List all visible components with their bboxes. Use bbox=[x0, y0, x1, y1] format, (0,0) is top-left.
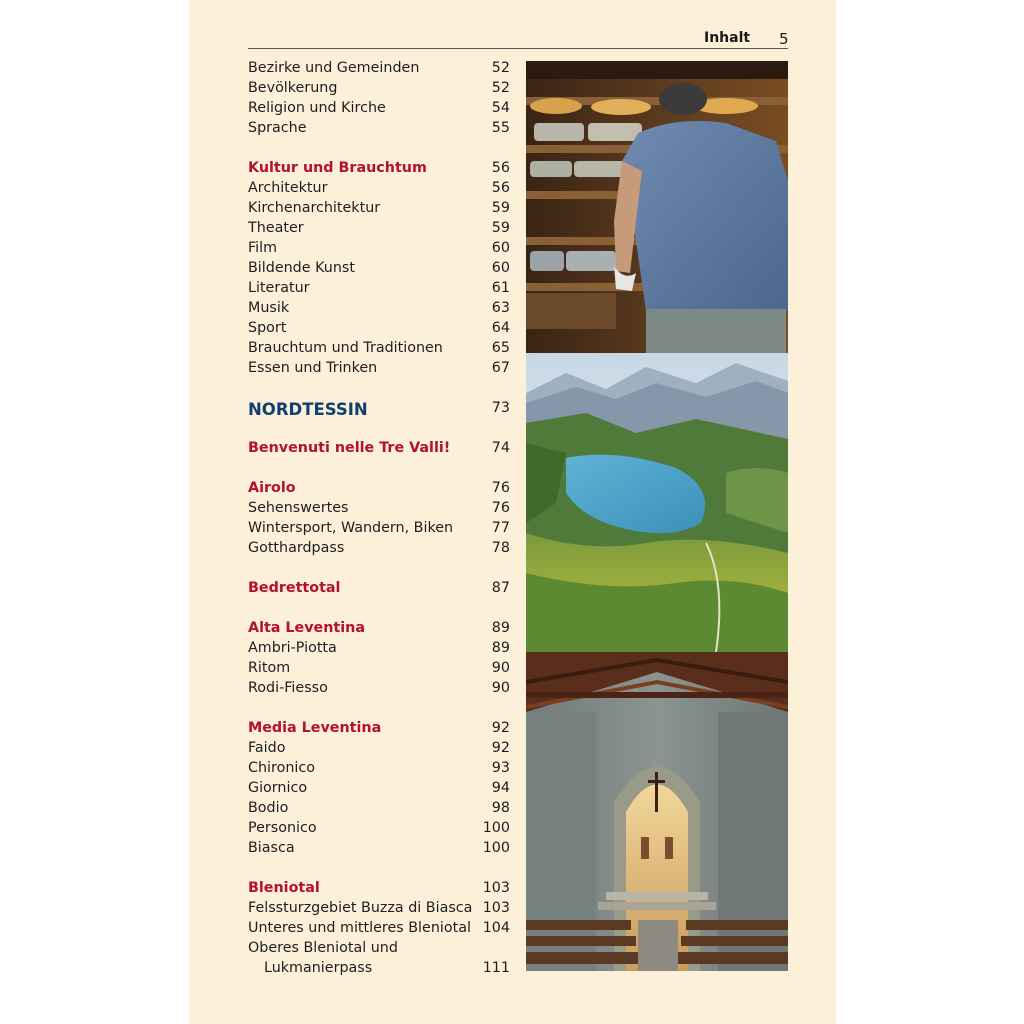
toc-entry-title: Ritom bbox=[248, 660, 291, 676]
toc-entry-page: 94 bbox=[491, 780, 510, 796]
toc-entry-page: 93 bbox=[491, 760, 510, 776]
toc-entry-page: 74 bbox=[491, 440, 510, 456]
toc-section-heading[interactable] bbox=[248, 478, 510, 498]
toc-entry-page: 60 bbox=[491, 240, 510, 256]
toc-entry-page: 52 bbox=[491, 60, 510, 76]
toc-entry-page: 61 bbox=[491, 280, 510, 296]
toc-entry[interactable] bbox=[248, 818, 510, 838]
toc-entry[interactable] bbox=[248, 178, 510, 198]
toc-entry-page: 60 bbox=[491, 260, 510, 276]
toc-entry-title: Sehenswertes bbox=[248, 500, 349, 516]
toc-entry[interactable] bbox=[248, 198, 510, 218]
toc-entry-title: Giornico bbox=[248, 780, 308, 796]
toc-entry-page: 103 bbox=[482, 900, 510, 916]
cheese-cellar-photo bbox=[526, 61, 788, 353]
toc-entry[interactable] bbox=[248, 58, 510, 78]
toc-entry-page: 89 bbox=[491, 620, 510, 636]
toc-entry-page: 76 bbox=[491, 480, 510, 496]
toc-entry-title: Bezirke und Gemeinden bbox=[248, 60, 420, 76]
toc-entry-title: Faido bbox=[248, 740, 286, 756]
toc-entry-title: Musik bbox=[248, 300, 290, 316]
toc-entry[interactable] bbox=[248, 758, 510, 778]
toc-entry-title: Biasca bbox=[248, 840, 295, 856]
toc-entry-title: Personico bbox=[248, 820, 317, 836]
toc-entry-title: Essen und Trinken bbox=[248, 360, 378, 376]
toc-section-heading[interactable] bbox=[248, 618, 510, 638]
toc-entry-title: Felssturzgebiet Buzza di Biasca bbox=[248, 900, 473, 916]
toc-entry-page: 64 bbox=[491, 320, 510, 336]
toc-entry-page: 77 bbox=[491, 520, 510, 536]
mountain-lake-photo bbox=[526, 353, 788, 652]
toc-entry[interactable] bbox=[248, 118, 510, 138]
toc-entry[interactable] bbox=[248, 798, 510, 818]
toc-section-heading[interactable] bbox=[248, 438, 510, 458]
toc-entry[interactable] bbox=[248, 238, 510, 258]
toc-entry[interactable] bbox=[248, 898, 510, 918]
toc-entry-title: Bedrettotal bbox=[248, 580, 341, 596]
toc-chapter-heading[interactable] bbox=[248, 398, 510, 422]
toc-entry-title: Oberes Bleniotal und bbox=[248, 940, 398, 956]
toc-entry-title: Media Leventina bbox=[248, 720, 382, 736]
toc-entry-page: 67 bbox=[491, 360, 510, 376]
toc-entry-title: Bildende Kunst bbox=[248, 260, 355, 276]
toc-entry-title: Architektur bbox=[248, 180, 328, 196]
toc-entry-page: 73 bbox=[491, 400, 510, 416]
toc-entry-page: 59 bbox=[491, 220, 510, 236]
toc-entry-title: Literatur bbox=[248, 280, 310, 296]
running-header-title: Inhalt bbox=[704, 30, 751, 46]
toc-entry-page: 111 bbox=[482, 960, 510, 976]
toc-entry[interactable] bbox=[248, 678, 510, 698]
header-divider bbox=[248, 48, 788, 49]
toc-entry-title: Religion und Kirche bbox=[248, 100, 386, 116]
toc-entry[interactable] bbox=[248, 658, 510, 678]
toc-entry-page: 89 bbox=[491, 640, 510, 656]
toc-section-heading[interactable] bbox=[248, 878, 510, 898]
toc-entry[interactable] bbox=[248, 518, 510, 538]
toc-entry-title: Bodio bbox=[248, 800, 289, 816]
toc-entry[interactable] bbox=[248, 498, 510, 518]
church-interior-photo bbox=[526, 652, 788, 971]
toc-entry[interactable] bbox=[248, 638, 510, 658]
toc-entry-title: Lukmanierpass bbox=[264, 960, 373, 976]
toc-entry[interactable] bbox=[248, 338, 510, 358]
toc-entry-title: Brauchtum und Traditionen bbox=[248, 340, 443, 356]
toc-entry-page: 54 bbox=[491, 100, 510, 116]
toc-entry[interactable] bbox=[248, 78, 510, 98]
toc-entry-title: NORDTESSIN bbox=[248, 400, 368, 419]
toc-entry-page: 52 bbox=[491, 80, 510, 96]
toc-entry-title: Kirchenarchitektur bbox=[248, 200, 381, 216]
toc-entry[interactable] bbox=[248, 938, 510, 958]
toc-entry[interactable] bbox=[248, 838, 510, 858]
toc-section-heading[interactable] bbox=[248, 578, 510, 598]
toc-entry-title: Theater bbox=[248, 220, 304, 236]
toc-entry[interactable] bbox=[248, 318, 510, 338]
toc-entry-page: 78 bbox=[491, 540, 510, 556]
toc-entry-page: 63 bbox=[491, 300, 510, 316]
toc-entry-title: Rodi-Fiesso bbox=[248, 680, 328, 696]
toc-entry-title: Gotthardpass bbox=[248, 540, 345, 556]
toc-entry-page: 59 bbox=[491, 200, 510, 216]
toc-entry-title: Sprache bbox=[248, 120, 307, 136]
toc-entry[interactable] bbox=[248, 358, 510, 378]
toc-entry-page: 87 bbox=[491, 580, 510, 596]
toc-entry[interactable] bbox=[248, 258, 510, 278]
toc-entry-title: Wintersport, Wandern, Biken bbox=[248, 520, 454, 536]
toc-entry-page: 103 bbox=[482, 880, 510, 896]
toc-entry[interactable] bbox=[248, 278, 510, 298]
toc-entry-title: Sport bbox=[248, 320, 287, 336]
toc-entry-title: Unteres und mittleres Bleniotal bbox=[248, 920, 471, 936]
toc-entry-page: 65 bbox=[491, 340, 510, 356]
toc-entry-title: Airolo bbox=[248, 480, 296, 496]
toc-entry-title: Ambri-Piotta bbox=[248, 640, 337, 656]
toc-entry-page: 90 bbox=[491, 660, 510, 676]
toc-entry-page: 92 bbox=[491, 720, 510, 736]
toc-entry[interactable] bbox=[248, 738, 510, 758]
page-number: 5 bbox=[779, 30, 789, 48]
toc-entry[interactable] bbox=[248, 778, 510, 798]
toc-entry-title: Film bbox=[248, 240, 278, 256]
toc-entry[interactable] bbox=[248, 918, 510, 938]
toc-entry-page: 55 bbox=[491, 120, 510, 136]
toc-entry-page: 56 bbox=[491, 160, 510, 176]
toc-entry[interactable] bbox=[248, 958, 510, 978]
toc-entry[interactable] bbox=[248, 218, 510, 238]
toc-entry[interactable] bbox=[248, 298, 510, 318]
toc-entry-page: 100 bbox=[482, 820, 510, 836]
toc-entry-page: 104 bbox=[482, 920, 510, 936]
toc-entry-page: 90 bbox=[491, 680, 510, 696]
toc-entry-title: Kultur und Brauchtum bbox=[248, 160, 427, 176]
toc-entry-page: 100 bbox=[482, 840, 510, 856]
toc-entry-title: Bevölkerung bbox=[248, 80, 338, 96]
toc-entry-title: Benvenuti nelle Tre Valli! bbox=[248, 440, 451, 456]
toc-entry[interactable] bbox=[248, 98, 510, 118]
toc-entry-title: Bleniotal bbox=[248, 880, 320, 896]
toc-entry[interactable] bbox=[248, 538, 510, 558]
toc-section-heading[interactable] bbox=[248, 158, 510, 178]
toc-entry-page: 56 bbox=[491, 180, 510, 196]
toc-entry-page: 76 bbox=[491, 500, 510, 516]
toc-entry-title: Chironico bbox=[248, 760, 315, 776]
toc-entry-page: 98 bbox=[491, 800, 510, 816]
toc-entry-page: 92 bbox=[491, 740, 510, 756]
toc-entry-title: Alta Leventina bbox=[248, 620, 365, 636]
toc-section-heading[interactable] bbox=[248, 718, 510, 738]
